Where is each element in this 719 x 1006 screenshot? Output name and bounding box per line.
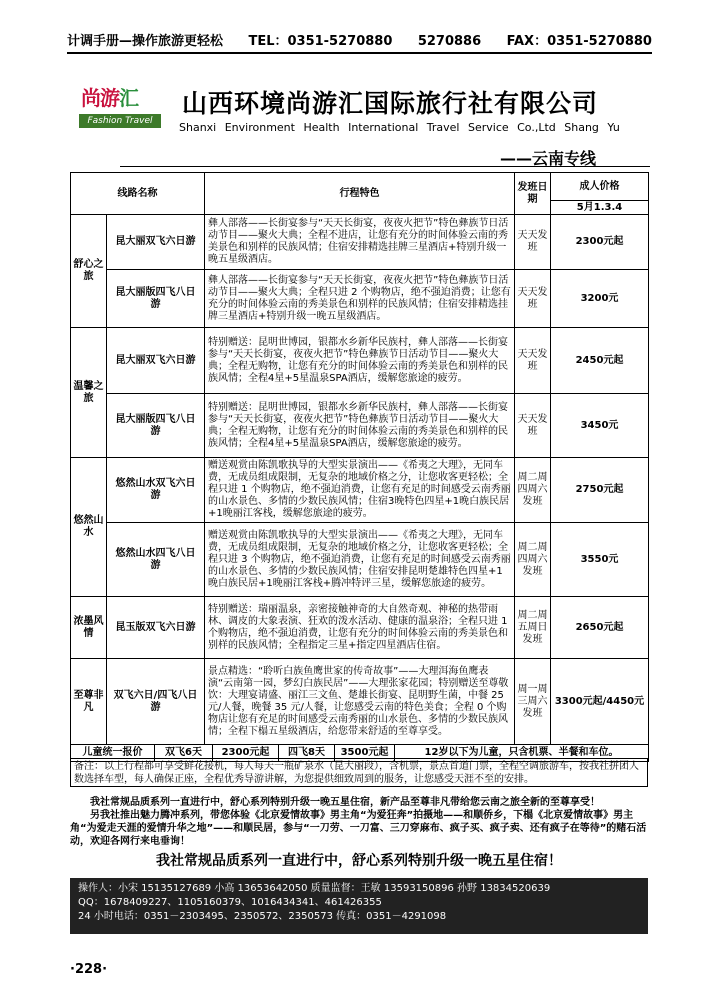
route-feature: 赠送观赏由陈凯歌执导的大型实景演出——《希夷之大理》，无同车费，无成员组成限制，无复杂的地域价格之分，让您收客更轻松；全程只进 1 个购物店，绝不强迫消费，让您有充足的时间感受云南秀丽的山水景色、多情的少数民族风情；住宿3晚特色四星+1晚白族民居+1晚丽江客栈，缓解您旅途的疲劳。: [205, 458, 515, 523]
table-row: [71, 270, 649, 328]
page-subtitle: ——云南专线: [500, 149, 597, 168]
route-name: 双飞六日/四飞八日游: [107, 659, 205, 745]
company-name-en: Shanxi Environment Health International Travel Service Co.,Ltd Shang Yu: [179, 121, 620, 134]
route-feature: 特别赠送：瑞丽温泉，亲密接触神奇的大自然奇观、神秘的热带雨林、调皮的大象表演、狂欢的泼水活动、健康的温泉浴；全程只进 1 个购物店，绝不强迫消费，让您有充分的时间体验云南的秀美景色和别样的民族风情；全程指定三星+指定四星酒店住宿。: [205, 597, 515, 659]
logo-text-a: 尚游: [81, 86, 119, 110]
route-name: 昆大丽版四飞八日游: [107, 270, 205, 328]
company-name-cn: 山西环境尚游汇国际旅行社有限公司: [182, 89, 599, 118]
depart-days: 周二周五周日发班: [515, 597, 551, 659]
route-feature: 景点精选：“聆听白族鱼鹰世家的传奇故事”——大理洱海鱼鹰表演“云南第一园，梦幻白族民居”——大理张家花园；特别赠送至尊敬饮：大理宴请盛、丽江三文鱼、楚雄长街宴、昆明野生菌，中餐 25 元/人餐，晚餐 35 元/人餐，让您感受云南的特色美食；全程 0 个购物店让您有充足的时间感受云南秀丽的山水景色、多情的少数民族风情；全程下榻五星级酒店，给您带来舒适的至尊享受。: [205, 659, 515, 745]
child-price-note: 12岁以下为儿童，只含机票、半餐和车位。: [424, 747, 619, 758]
depart-days: 周二周四周六发班: [515, 523, 551, 597]
logo-tagline: Fashion Travel: [79, 114, 161, 128]
route-name: 昆大丽版四飞八日游: [107, 394, 205, 458]
route-feature: 彝人部落——长街宴参与“天天长街宴，夜夜火把节”特色彝族节日活动节目——聚火大典；全程只进 2 个购物店，绝不强迫消费；让您有充分的时间体验云南的秀美景色和别样的民族风情；住宿安排精选挂牌三星酒店+特别升级一晚五星级酒店。: [205, 270, 515, 328]
route-name: 昆玉版双飞六日游: [107, 597, 205, 659]
route-name: 悠然山水双飞六日游: [107, 458, 205, 523]
page-number: ·228·: [70, 962, 108, 977]
header-route: 线路名称: [71, 173, 205, 215]
contact-phone: 24 小时电话：0351－2303495、2350572、2350573 传真：0351－4291098: [78, 911, 447, 922]
table-row: [71, 458, 649, 523]
route-price: 3300元起/4450元: [551, 659, 649, 745]
header-feature: 行程特色: [205, 173, 515, 215]
route-price: 2450元起: [551, 328, 649, 394]
child-6day-label: 双飞6天: [155, 745, 213, 761]
table-row: [71, 394, 649, 458]
group-name: 温馨之旅: [71, 328, 107, 458]
contact-box: [70, 878, 648, 934]
page-header: [67, 30, 652, 54]
group-name: 至尊非凡: [71, 659, 107, 745]
slogan-line: 我社常规品质系列一直进行中，舒心系列特别升级一晚五星住宿！: [156, 853, 562, 869]
route-feature: 特别赠送：昆明世博园，银都水乡新华民族村，彝人部落——长街宴参与“天天长街宴，夜夜火把节”特色彝族节日活动节目——聚火大典；全程无购物，让您有充分的时间体验云南的秀美景色和别样的民族风情；全程4星+5星温泉SPA酒店，缓解您旅途的疲劳。: [205, 328, 515, 394]
table-row: [71, 597, 649, 659]
child-price-label: 儿童统一报价: [71, 745, 155, 761]
logo-text-b: 汇: [119, 86, 138, 110]
promo-paragraph-1: 我社常规品质系列一直进行中，舒心系列特别升级一晚五星住宿，新产品至尊非凡带给您云南之旅全新的至尊享受！: [90, 797, 600, 808]
route-feature: 赠送观赏由陈凯歌执导的大型实景演出——《希夷之大理》，无同车费，无成员组成限制，无复杂的地域价格之分，让您收客更轻松；全程只进 3 个购物店，绝不强迫消费，让您有充足的时间感受云南秀丽的山水景色、多情的少数民族风情；住宿安排昆明楚雄特色四星+1晚白族民居+1晚丽江客栈+腾冲特评三星，缓解您旅途的疲劳。: [205, 523, 515, 597]
header-price: 成人价格: [551, 173, 649, 201]
route-name: 昆大丽双飞六日游: [107, 215, 205, 270]
group-name: 舒心之旅: [71, 215, 107, 328]
company-logo: [77, 82, 167, 134]
depart-days: 天天发班: [515, 270, 551, 328]
header-tel2: 5270886: [417, 34, 482, 49]
table-row: [71, 215, 649, 270]
route-price: 3550元: [551, 523, 649, 597]
route-name: 悠然山水四飞八日游: [107, 523, 205, 597]
promo-paragraph-2: 另我社推出魅力腾冲系列，带您体验《北京爱情故事》男主角“为爱狂奔”拍摄地——和顺侨乡，下榻《北京爱情故事》男主角“为爱走天涯的爱情升华之地”——和顺民居，参与“一刀劳、一刀富、三刀穿麻布、疯子买、疯子卖、还有疯子在等待”的赌石活动，欢迎各网行来电垂询！: [70, 810, 647, 847]
promo-block: [70, 796, 648, 848]
child-8day-price: 3500元起: [335, 745, 395, 761]
header-fax: FAX：0351-5270880: [506, 34, 652, 49]
depart-days: 天天发班: [515, 394, 551, 458]
group-name: 悠然山水: [71, 458, 107, 597]
table-row: [71, 328, 649, 394]
depart-days: 天天发班: [515, 215, 551, 270]
route-feature: 特别赠送：昆明世博园，银都水乡新华民族村，彝人部落——长街宴参与“天天长街宴，夜夜火把节”特色彝族节日活动节目——聚火大典；全程无购物，让您有充分的时间体验云南的秀美景色和别样的民族风情；全程4星+5星温泉SPA酒店，缓解您旅途的疲劳。: [205, 394, 515, 458]
header-tel: TEL：0351-5270880: [248, 34, 393, 49]
route-price: 3200元: [551, 270, 649, 328]
group-name: 浓墨风情: [71, 597, 107, 659]
depart-days: 天天发班: [515, 328, 551, 394]
route-price: 2650元起: [551, 597, 649, 659]
route-feature: 彝人部落——长街宴参与“天天长街宴，夜夜火把节”特色彝族节日活动节目——聚火大典；全程不进店，让您有充分的时间体验云南的秀美景色和别样的民族风情；住宿安排精选挂牌三星酒店+特别升级一晚五星级酒店。: [205, 215, 515, 270]
brand-block: [67, 80, 657, 150]
depart-days: 周一周三周六发班: [515, 659, 551, 745]
route-name: 昆大丽双飞六日游: [107, 328, 205, 394]
remark-box: 备注：以上行程都可享受鲜花接机，每人每天一瓶矿泉水（昆大丽段），含机票，景点首道门票，全程空调旅游车，按我社拼团人数选择车型，每人确保正座，全程优秀导游讲解，为您提供细致周到的服务，让您感受天涯不至的安排。: [70, 758, 648, 787]
header-depart: 发班日期: [515, 173, 551, 215]
depart-days: 周二周四周六发班: [515, 458, 551, 523]
header-price-period: 5月1.3.4: [551, 201, 649, 215]
header-slogan: 计调手册—操作旅游更轻松: [67, 34, 224, 49]
table-row: [71, 523, 649, 597]
table-row: [71, 659, 649, 745]
tour-table: [70, 172, 649, 762]
contact-qq: QQ：1678409227、1105160379、1016434341、461426355: [78, 897, 382, 908]
contact-operators: 操作人：小宋 15135127689 小高 13653642050 质量监督：王敏 13593150896 孙野 13834520639: [78, 883, 551, 894]
child-6day-price: 2300元起: [213, 745, 279, 761]
child-8day-label: 四飞8天: [279, 745, 335, 761]
route-price: 2750元起: [551, 458, 649, 523]
route-price: 3450元: [551, 394, 649, 458]
route-price: 2300元起: [551, 215, 649, 270]
